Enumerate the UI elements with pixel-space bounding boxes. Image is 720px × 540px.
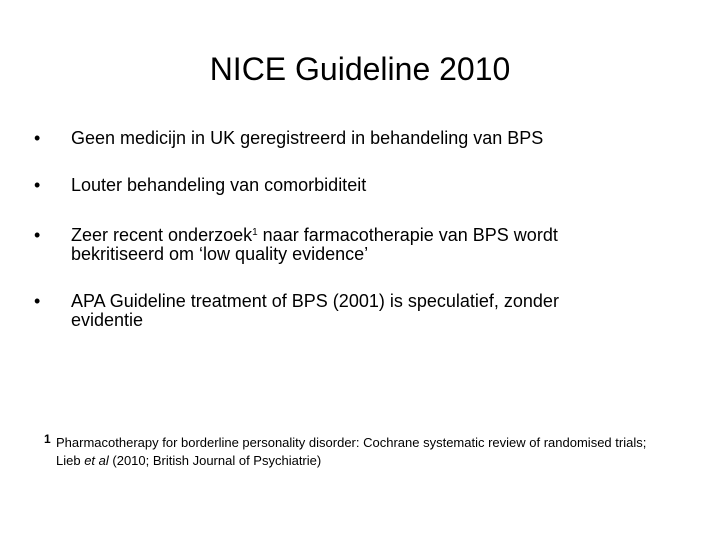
bullet-text: Louter behandeling van comorbiditeit — [71, 175, 367, 195]
footnote-text-part: Pharmacotherapy for borderline personality disorder: Cochrane systematic review of randomised trials; Lieb — [56, 435, 647, 468]
footnote-text-part: (2010; British Journal of Psychiatrie) — [108, 453, 322, 468]
footnote-italic: et al — [84, 453, 109, 468]
footnote-marker: 1 — [44, 432, 51, 446]
footnote-text — [56, 434, 656, 470]
bullet-text-part: Zeer recent onderzoek — [71, 225, 253, 245]
bullet-text: Geen medicijn in UK geregistreerd in behandeling van BPS — [71, 128, 544, 148]
bullet-marker: • — [34, 128, 41, 148]
bullet-marker: • — [34, 225, 41, 245]
bullet-text-part: naar farmacotherapie van BPS wordt bekritiseerd om ‘low quality evidence’ — [71, 225, 558, 264]
bullet-text — [71, 226, 631, 264]
bullet-marker: • — [34, 175, 41, 195]
footnote-reference: 1 — [252, 227, 258, 238]
slide-title: NICE Guideline 2010 — [209, 51, 511, 87]
bullet-marker: • — [34, 291, 41, 311]
bullet-text: APA Guideline treatment of BPS (2001) is speculatief, zonder evidentie — [71, 291, 559, 330]
